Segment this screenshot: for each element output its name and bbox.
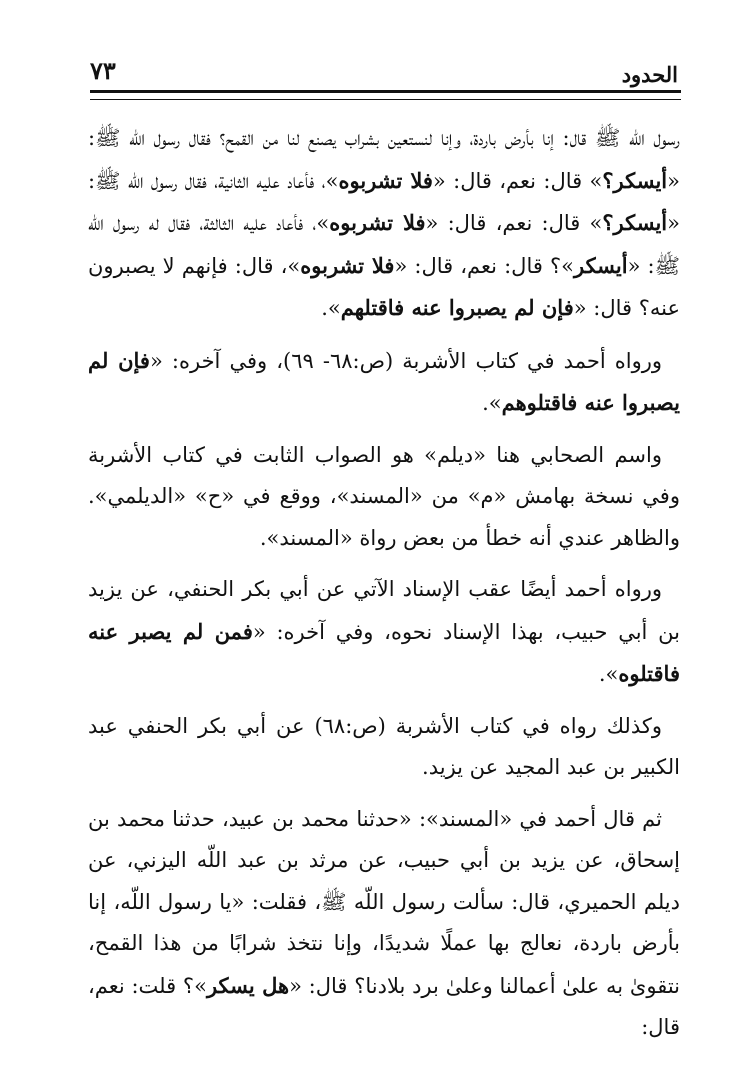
paragraph [88, 340, 680, 425]
text-run: ورواه أحمد أيضًا عقب الإسناد الآتي عن أبي بكر الحنفي، عن يزيد بن أبي حبيب، بهذا الإسناد نحوه، وفي آخره: « [88, 577, 680, 644]
bold-quote: فلا تشربوه [300, 252, 395, 278]
running-title: الحدود [621, 62, 678, 87]
paragraph [88, 435, 680, 560]
text-run: » قال: نعم، قال: « [432, 168, 603, 193]
bold-quote: أيسكر؟ [602, 210, 668, 235]
paragraph [88, 706, 680, 789]
body-text [88, 118, 680, 1059]
page-number: ٧٣ [90, 56, 116, 85]
bold-quote: أيسكر؟ [602, 167, 668, 193]
paragraph [88, 799, 680, 1049]
bold-quote: فلا تشربوه [329, 210, 426, 235]
text-run: »؟ قال: نعم، قال: « [394, 253, 574, 278]
bold-quote: فلا تشربوه [338, 167, 433, 193]
bold-quote: هل يسكر [206, 972, 290, 998]
bold-quote: فإن لم يصبروا عنه فاقتلهم [340, 295, 574, 320]
text-run: رسول اللّه ﷺ قال: إنا بأرض باردة، وإنا لنستعين بشراب يصنع لنا من القمح؟ فقال رسول اللّه ﷺ: « [88, 126, 680, 193]
text-run: » قال: نعم، قال: « [425, 211, 603, 235]
paragraph [88, 118, 680, 330]
text-run: »، فأعاد عليه الثانية، فقال رسول اللّه ﷺ: « [88, 168, 680, 235]
text-run: وكذلك رواه في كتاب الأشربة (ص:٦٨) عن أبي بكر الحنفي عبد الكبير بن عبد المجيد عن يزيد. [88, 713, 680, 779]
text-run: ورواه أحمد في كتاب الأشربة (ص:٦٨- ٦٩)، وفي آخره: « [149, 348, 663, 373]
text-run: »، قال: فإنهم لا يصبرون عنه؟ قال: « [88, 253, 680, 320]
text-run: ». [482, 391, 502, 415]
header-rule [90, 90, 681, 100]
bold-quote: فمن لم يصبر عنه فاقتلوه [88, 618, 680, 686]
page-header [90, 48, 678, 90]
bold-quote: أيسكر [573, 252, 628, 278]
text-run: واسم الصحابي هنا «ديلم» هو الصواب الثابت في كتاب الأشربة وفي نسخة بهامش «م» من «المسند»، ووقع في «ح» «الديلمي». والظاهر عندي أنه خطأ من بعض رواة «المسند». [88, 442, 680, 550]
paragraph [88, 569, 680, 696]
bold-quote: فإن لم يصبروا عنه فاقتلوهم [88, 347, 680, 415]
text-run: ثم قال أحمد في «المسند»: «حدثنا محمد بن عبيد، حدثنا محمد بن إسحاق، عن يزيد بن أبي حبيب، عن مرثد بن عبد اللّه اليزني، عن ديلم الحميري، قال: سألت رسول اللّه ﷺ، فقلت: «يا رسول اللّه، إنا بأرض باردة، نعالج بها عملًا شديدًا، وإنا نتخذ شرابًا من هذا القمح، نتقوىٰ به علىٰ أعمالنا وعلىٰ برد بلادنا؟ قال: « [88, 806, 681, 998]
text-run: »؟ قلت: نعم، قال: [88, 973, 680, 1039]
text-run: »، فأعاد عليه الثالثة، فقال له رسول اللّه ﷺ: « [88, 211, 680, 278]
text-run: ». [598, 662, 619, 686]
text-run: ». [321, 296, 341, 320]
